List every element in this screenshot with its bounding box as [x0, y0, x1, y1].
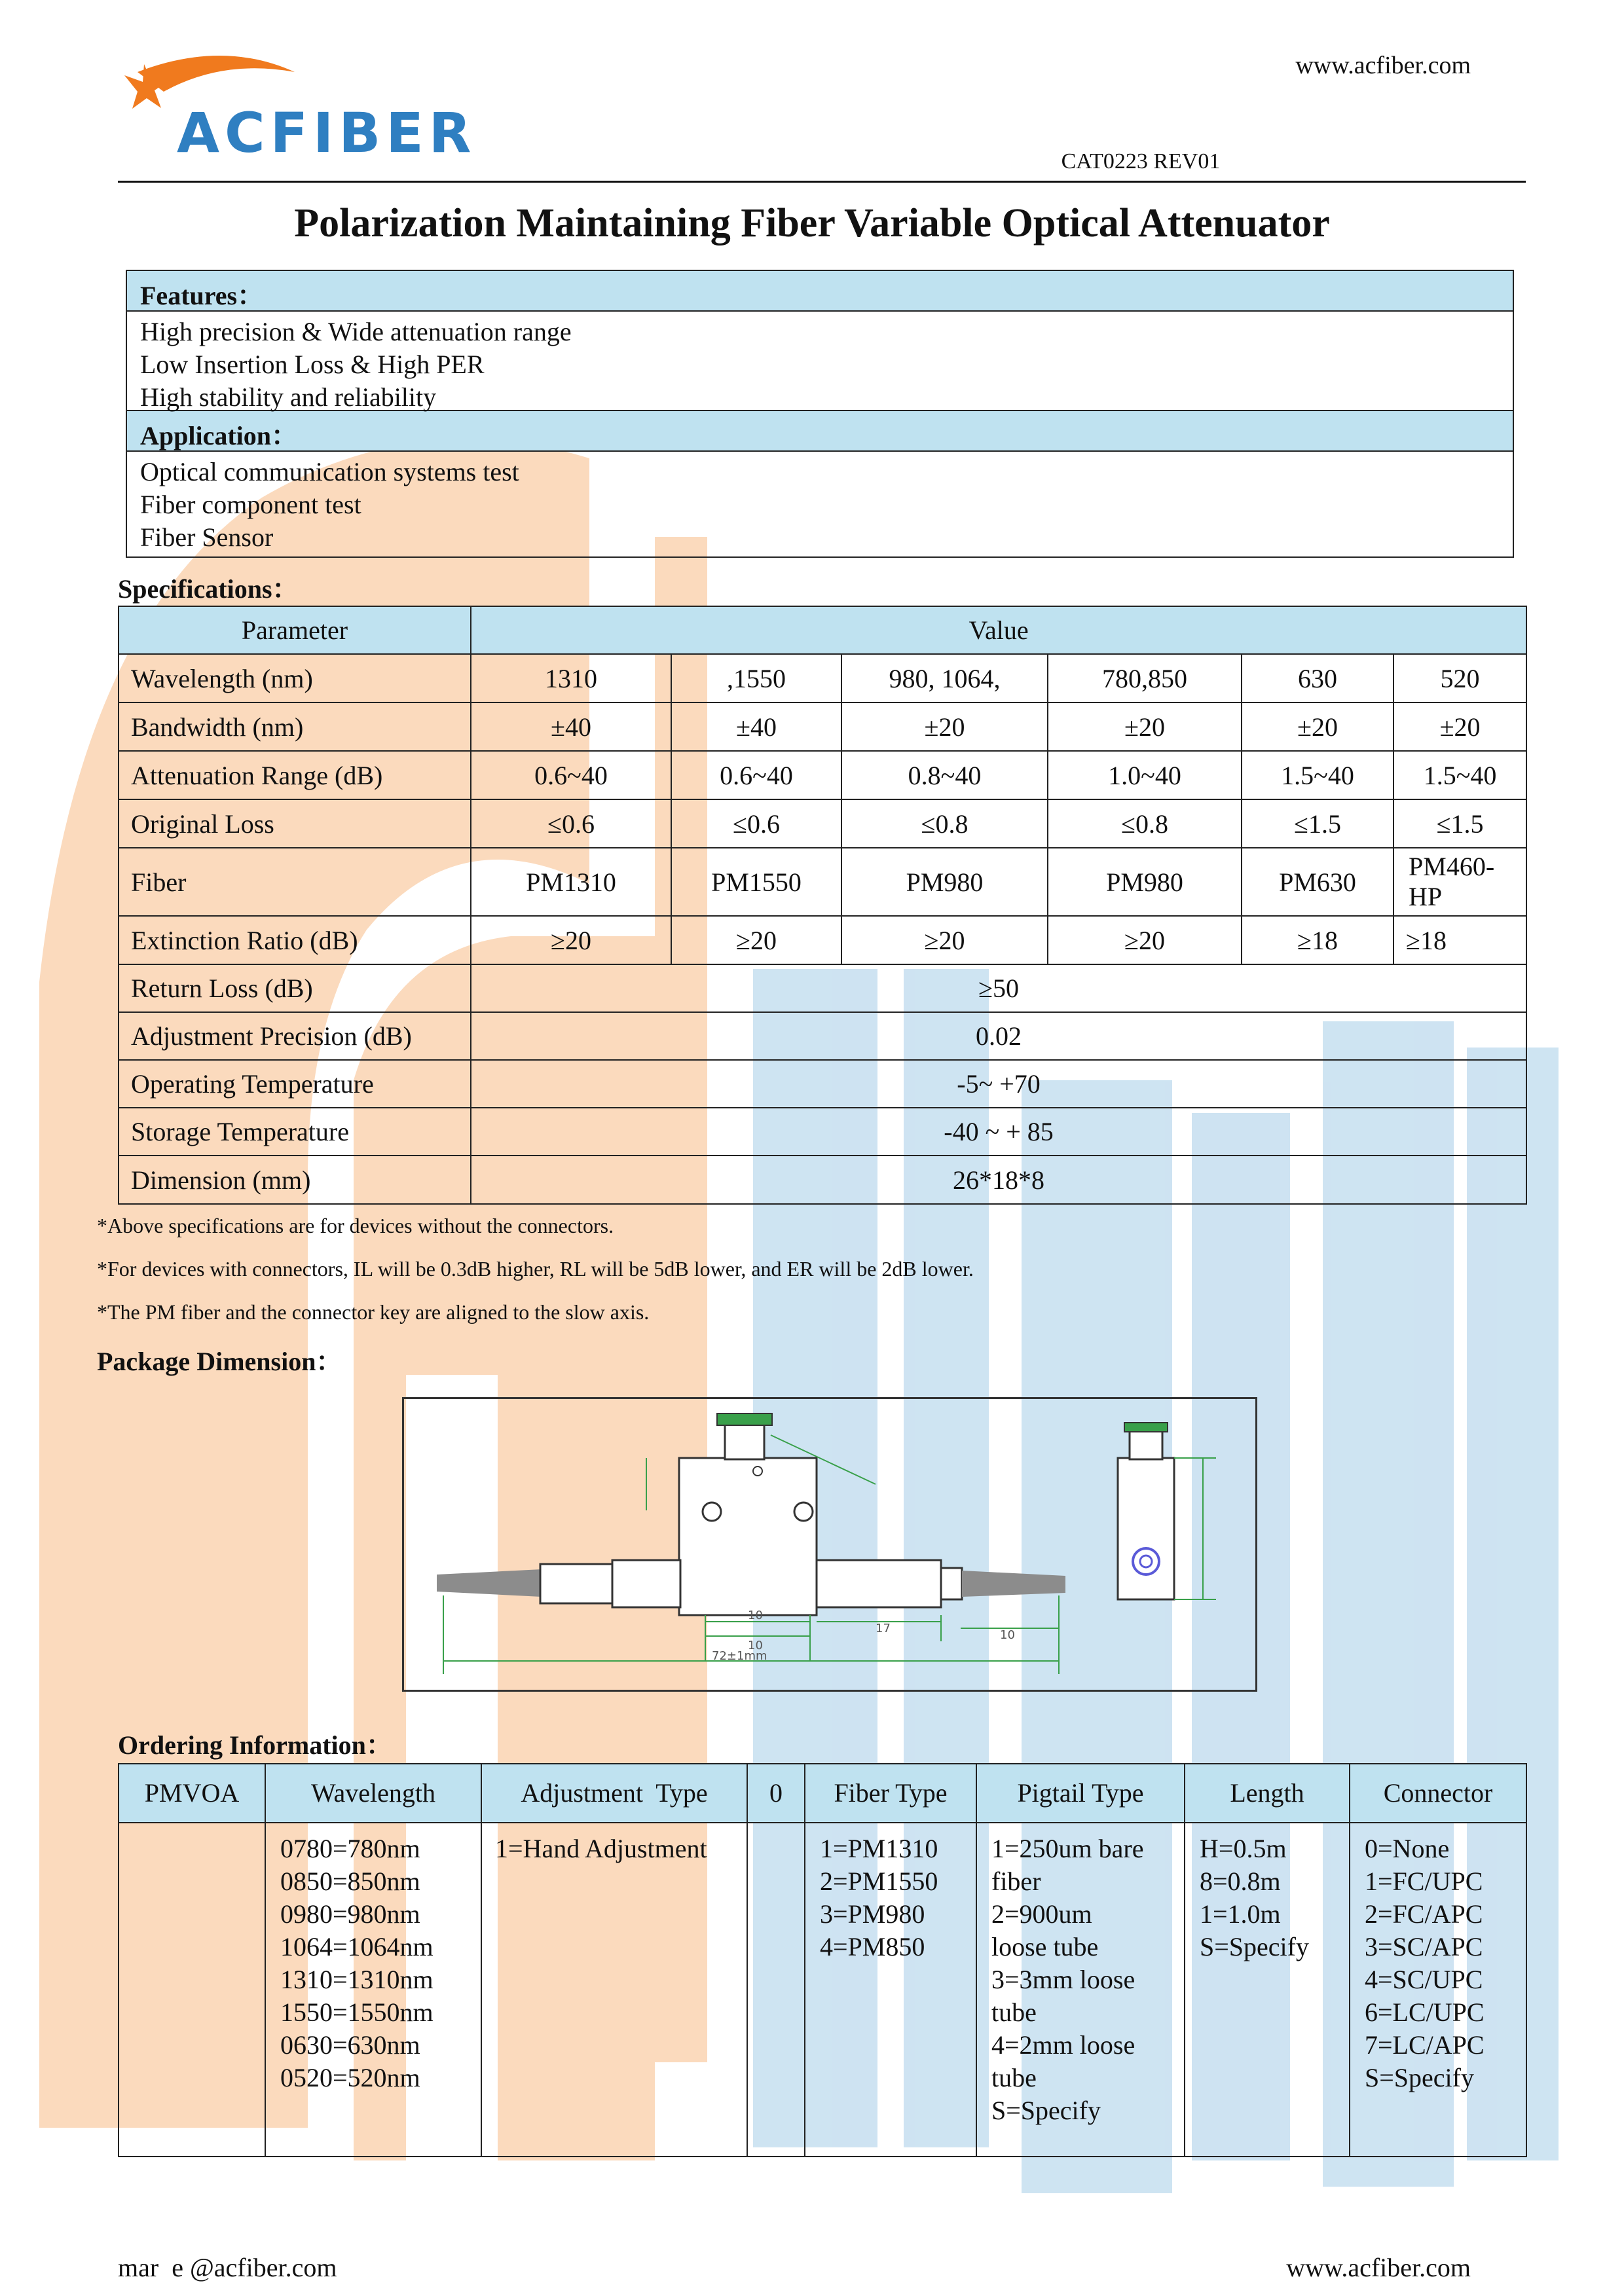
order-header-length: Length — [1185, 1764, 1350, 1823]
ordering-heading: Ordering Information： — [118, 1730, 392, 1760]
device-body — [679, 1458, 817, 1615]
spec-value: ≤0.8 — [841, 799, 1048, 848]
spec-value: 780,850 — [1048, 654, 1242, 702]
spec-value: ±20 — [841, 702, 1048, 751]
side-view-dimension — [1174, 1458, 1216, 1599]
spec-row — [119, 751, 1526, 799]
adjustment-knob — [717, 1413, 772, 1425]
order-header-zero: 0 — [747, 1764, 805, 1823]
spec-value: 0.6~40 — [671, 751, 841, 799]
logo-wordmark: ACFIBER — [177, 101, 477, 164]
spec-param: Return Loss (dB) — [119, 964, 471, 1012]
right-tube — [817, 1560, 941, 1607]
package-dimension-drawing — [402, 1397, 1257, 1692]
spec-param: Adjustment Precision (dB) — [119, 1012, 471, 1060]
spec-value: ≤0.6 — [471, 799, 671, 848]
spec-value: -5~ +70 — [471, 1060, 1526, 1108]
order-header-adjustment-type: Adjustment Type — [481, 1764, 747, 1823]
side-view-knob-stem — [1130, 1428, 1162, 1459]
spec-value: ,1550 — [671, 654, 841, 702]
spec-value: ≥50 — [471, 964, 1526, 1012]
spec-value: ≤0.6 — [671, 799, 841, 848]
spec-value: ≥18 — [1393, 916, 1526, 964]
option-item: 3=3mm loose — [991, 1965, 1135, 1994]
option-item: 1=FC/UPC — [1365, 1867, 1483, 1896]
option-item: fiber — [991, 1867, 1041, 1896]
spec-value: ≤1.5 — [1242, 799, 1393, 848]
spec-header-value: Value — [471, 606, 1526, 654]
option-item: 3=SC/APC — [1365, 1932, 1483, 1961]
spec-note: *The PM fiber and the connector key are aligned to the slow axis. — [97, 1300, 650, 1324]
order-header-pigtail-type: Pigtail Type — [976, 1764, 1185, 1823]
package-drawing-svg — [404, 1399, 1255, 1690]
option-item: 1550=1550nm — [280, 1997, 434, 2027]
spec-param: Attenuation Range (dB) — [119, 751, 471, 799]
option-item: loose tube — [991, 1932, 1099, 1961]
dim-label: 10 — [1000, 1628, 1015, 1642]
spec-value: 0.8~40 — [841, 751, 1048, 799]
dim-label: 72±1mm — [712, 1649, 767, 1663]
application-item: Fiber Sensor — [140, 522, 274, 552]
option-item: 0520=520nm — [280, 2063, 420, 2092]
dim-label: 10 — [748, 1639, 763, 1652]
spec-param: Operating Temperature — [119, 1060, 471, 1108]
order-header-wavelength: Wavelength — [265, 1764, 481, 1823]
acfiber-logo — [111, 46, 478, 164]
footer-email[interactable]: mar e @acfiber.com — [118, 2253, 337, 2282]
spec-value: 1.5~40 — [1393, 751, 1526, 799]
application-item: Optical communication systems test — [140, 457, 519, 486]
spec-value: PM460-HP — [1393, 848, 1526, 916]
option-item: tube — [991, 2063, 1037, 2092]
order-header-pmvoa: PMVOA — [119, 1764, 265, 1823]
spec-value: 1.5~40 — [1242, 751, 1393, 799]
dim-label: 17 — [876, 1622, 891, 1635]
spec-row — [119, 964, 1526, 1012]
spec-row — [119, 654, 1526, 702]
spec-note: *Above specifications are for devices without the connectors. — [97, 1214, 614, 1237]
dim-label: 10 — [748, 1609, 763, 1622]
spec-value: 0.02 — [471, 1012, 1526, 1060]
spec-row — [119, 1012, 1526, 1060]
spec-value: -40 ~ + 85 — [471, 1108, 1526, 1156]
order-options-length — [1185, 1823, 1350, 2157]
order-header-connector: Connector — [1350, 1764, 1526, 1823]
option-item: 4=SC/UPC — [1365, 1965, 1483, 1994]
option-item: tube — [991, 1997, 1037, 2027]
spec-row — [119, 799, 1526, 848]
ordering-table — [118, 1763, 1527, 2157]
option-item: 7=LC/APC — [1365, 2030, 1485, 2060]
order-options-adjustment-type — [481, 1823, 747, 2157]
option-item: H=0.5m — [1200, 1834, 1287, 1863]
spec-value: ±20 — [1048, 702, 1242, 751]
spec-value: 980, 1064, — [841, 654, 1048, 702]
option-item: 0630=630nm — [280, 2030, 420, 2060]
spec-value: ≥20 — [841, 916, 1048, 964]
spec-row — [119, 702, 1526, 751]
spec-value: ≥20 — [1048, 916, 1242, 964]
option-item: 2=900um — [991, 1899, 1092, 1929]
specifications-table — [118, 606, 1527, 1205]
footer-website[interactable]: www.acfiber.com — [1286, 2253, 1471, 2282]
application-item: Fiber component test — [140, 490, 361, 519]
right-tube-end — [941, 1568, 962, 1599]
option-item: 0780=780nm — [280, 1834, 420, 1863]
option-item: 0980=980nm — [280, 1899, 420, 1929]
spec-value: ≥20 — [671, 916, 841, 964]
side-view-body — [1118, 1458, 1174, 1599]
spec-param: Original Loss — [119, 799, 471, 848]
spec-value: 26*18*8 — [471, 1156, 1526, 1204]
right-fiber-boot — [962, 1571, 1065, 1597]
specifications-heading: Specifications： — [118, 574, 299, 604]
spec-row — [119, 1060, 1526, 1108]
page-title: Polarization Maintaining Fiber Variable Optical Attenuator — [294, 201, 1330, 246]
spec-row — [119, 1108, 1526, 1156]
order-options-connector — [1350, 1823, 1526, 2157]
spec-header-row — [119, 606, 1526, 654]
spec-value: ±20 — [1393, 702, 1526, 751]
order-options-pmvoa — [119, 1823, 265, 2157]
document-id: CAT0223 REV01 — [1061, 149, 1221, 173]
spec-value: ±40 — [671, 702, 841, 751]
option-item: 0850=850nm — [280, 1867, 420, 1896]
order-options-fiber-type — [805, 1823, 976, 2157]
option-item: 2=PM1550 — [820, 1867, 938, 1896]
spec-note: *For devices with connectors, IL will be 0.3dB higher, RL will be 5dB lower, and ER will be 2dB lower. — [97, 1257, 974, 1281]
option-item: S=Specify — [991, 2096, 1101, 2125]
left-tube — [540, 1564, 612, 1603]
spec-value: ≤1.5 — [1393, 799, 1526, 848]
spec-value: PM630 — [1242, 848, 1393, 916]
spec-row — [119, 1156, 1526, 1204]
left-fiber-boot — [437, 1569, 542, 1597]
body-left-extension — [612, 1560, 680, 1607]
spec-value: PM980 — [841, 848, 1048, 916]
option-item: 1310=1310nm — [280, 1965, 434, 1994]
side-view-port-inner — [1140, 1556, 1152, 1567]
spec-param: Extinction Ratio (dB) — [119, 916, 471, 964]
option-item: 2=FC/APC — [1365, 1899, 1483, 1929]
option-item: 1=250um bare — [991, 1834, 1144, 1863]
order-options-pigtail-type — [976, 1823, 1185, 2157]
side-view-knob — [1124, 1423, 1168, 1432]
spec-value: 0.6~40 — [471, 751, 671, 799]
option-item: 4=PM850 — [820, 1932, 925, 1961]
option-item: 1=PM1310 — [820, 1834, 938, 1863]
option-item: 3=PM980 — [820, 1899, 925, 1929]
spec-value: 1.0~40 — [1048, 751, 1242, 799]
option-item: 8=0.8m — [1200, 1867, 1281, 1896]
feature-item: Low Insertion Loss & High PER — [140, 350, 485, 379]
application-list — [127, 452, 1513, 558]
features-list — [127, 312, 1513, 411]
option-item: 1064=1064nm — [280, 1932, 434, 1961]
spec-param: Bandwidth (nm) — [119, 702, 471, 751]
spec-value: ±20 — [1242, 702, 1393, 751]
spec-value: PM1310 — [471, 848, 671, 916]
order-options-zero — [747, 1823, 805, 2157]
spec-row — [119, 916, 1526, 964]
spec-param: Storage Temperature — [119, 1108, 471, 1156]
spec-value: ≥20 — [471, 916, 671, 964]
option-item: 1=1.0m — [1200, 1899, 1281, 1929]
ordering-header-row — [119, 1764, 1526, 1823]
option-item: 1=Hand Adjustment — [495, 1834, 707, 1863]
spec-header-parameter: Parameter — [119, 606, 471, 654]
spec-param: Fiber — [119, 848, 471, 916]
spec-value: PM980 — [1048, 848, 1242, 916]
option-item: 4=2mm loose — [991, 2030, 1135, 2060]
option-item: S=Specify — [1365, 2063, 1474, 2092]
spec-value: 1310 — [471, 654, 671, 702]
option-item: S=Specify — [1200, 1932, 1309, 1961]
spec-value: PM1550 — [671, 848, 841, 916]
spec-value: 520 — [1393, 654, 1526, 702]
ordering-options-row — [119, 1823, 1526, 2157]
feature-item: High precision & Wide attenuation range — [140, 317, 572, 346]
package-dimension-heading: Package Dimension： — [97, 1347, 342, 1376]
spec-value: ≥18 — [1242, 916, 1393, 964]
option-item: 6=LC/UPC — [1365, 1997, 1485, 2027]
header-divider — [118, 181, 1526, 183]
spec-value: 630 — [1242, 654, 1393, 702]
feature-item: High stability and reliability — [140, 382, 437, 412]
option-item: 0=None — [1365, 1834, 1450, 1863]
features-label: Features： — [127, 271, 1513, 312]
spec-param: Dimension (mm) — [119, 1156, 471, 1204]
spec-row — [119, 848, 1526, 916]
spec-value: ±40 — [471, 702, 671, 751]
application-label: Application： — [127, 411, 1513, 452]
spec-value: ≤0.8 — [1048, 799, 1242, 848]
order-header-fiber-type: Fiber Type — [805, 1764, 976, 1823]
header-website[interactable]: www.acfiber.com — [1295, 52, 1471, 79]
spec-param: Wavelength (nm) — [119, 654, 471, 702]
order-options-wavelength — [265, 1823, 481, 2157]
features-application-box — [126, 270, 1514, 558]
